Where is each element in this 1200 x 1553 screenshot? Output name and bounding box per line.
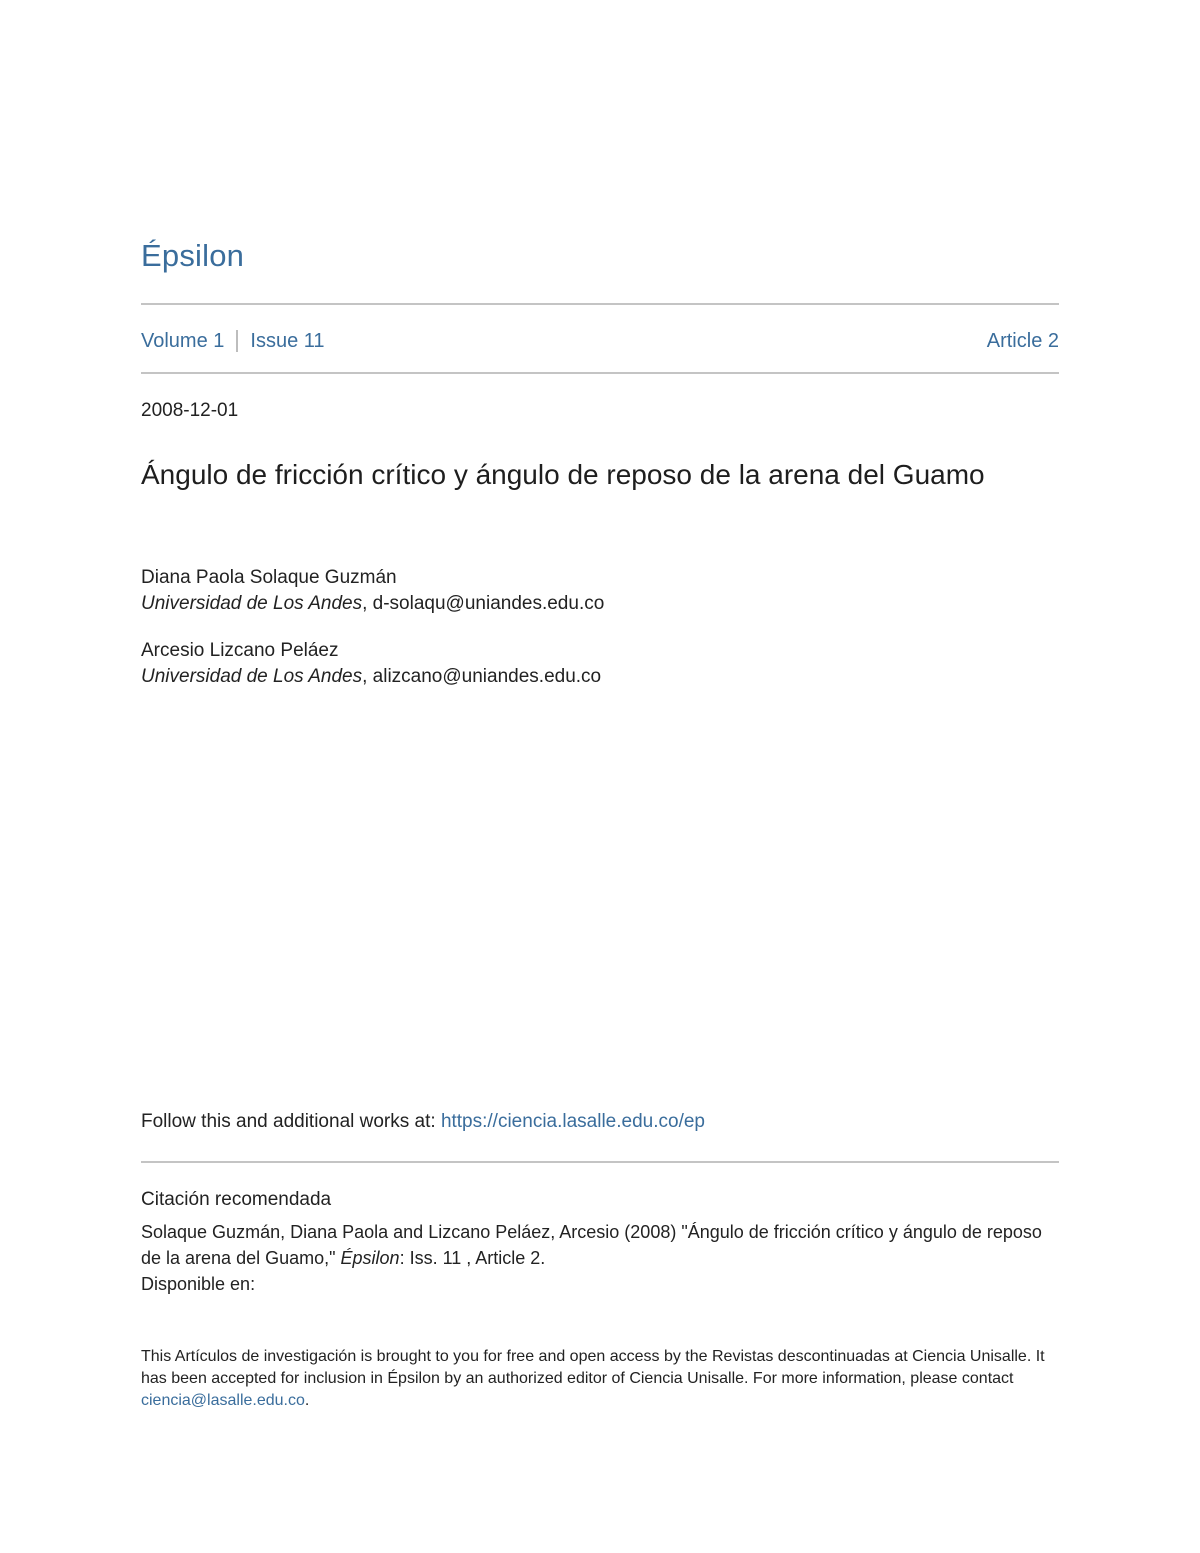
- author-block: [141, 638, 601, 690]
- issue-bar: [141, 327, 1059, 355]
- footer-text: This Artículos de investigación is brought to you for free and open access by the Revistas descontinuadas at Ciencia Unisalle. It has been accepted for inclusion in Épsilon by an authorized editor of Ciencia Unisalle. For more information, please contact: [141, 1348, 1045, 1387]
- article-number-link[interactable]: Article 2: [986, 329, 1059, 352]
- footer-note: [141, 1346, 1061, 1412]
- citation-journal: Épsilon: [340, 1248, 400, 1268]
- follow-line: [141, 1111, 705, 1133]
- author-affiliation: Universidad de Los Andes: [141, 593, 363, 614]
- divider-issue: [141, 372, 1059, 374]
- divider-citation: [141, 1161, 1059, 1163]
- citation-heading: Citación recomendada: [141, 1189, 332, 1210]
- divider-top: [141, 303, 1059, 305]
- contact-email-link[interactable]: ciencia@lasalle.edu.co: [141, 1392, 305, 1409]
- publication-date: 2008-12-01: [141, 400, 239, 421]
- author-block: [141, 565, 604, 617]
- volume-link[interactable]: Volume 1: [141, 329, 225, 352]
- journal-title-link[interactable]: Épsilon: [141, 238, 245, 273]
- citation-issue: : Iss. 11 , Article 2.: [399, 1248, 546, 1268]
- article-title: Ángulo de fricción crítico y ángulo de reposo de la arena del Guamo: [141, 459, 985, 490]
- author-name: Arcesio Lizcano Peláez: [141, 640, 339, 661]
- author-name: Diana Paola Solaque Guzmán: [141, 567, 397, 588]
- citation-available: Disponible en:: [141, 1274, 256, 1294]
- issue-separator: [236, 330, 238, 352]
- author-affiliation: Universidad de Los Andes: [141, 666, 363, 687]
- citation-text: Solaque Guzmán, Diana Paola and Lizcano Peláez, Arcesio (2008) "Ángulo de fricción crítico y ángulo de reposo de la arena del Guamo,": [141, 1222, 1042, 1268]
- issue-link[interactable]: Issue 11: [250, 329, 325, 352]
- footer-end: .: [304, 1392, 310, 1409]
- collection-url-link[interactable]: https://ciencia.lasalle.edu.co/ep: [440, 1111, 705, 1132]
- author-affiliation-line: [141, 664, 601, 690]
- author-email: , d-solaqu@uniandes.edu.co: [362, 593, 605, 614]
- author-affiliation-line: [141, 591, 604, 617]
- citation-body: [141, 1219, 1061, 1297]
- author-email: , alizcano@uniandes.edu.co: [362, 666, 602, 687]
- follow-prefix: Follow this and additional works at:: [141, 1111, 441, 1132]
